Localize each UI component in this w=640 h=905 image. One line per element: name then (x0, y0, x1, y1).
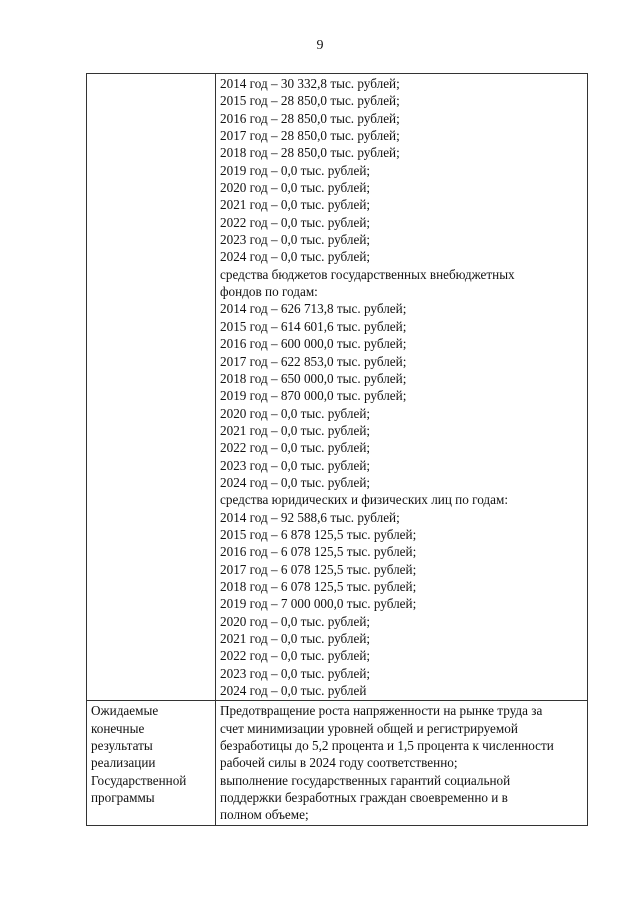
text-line: 2018 год – 6 078 125,5 тыс. рублей; (220, 578, 417, 594)
text-line: 2018 год – 28 850,0 тыс. рублей; (220, 145, 400, 161)
text-line: 2020 год – 0,0 тыс. рублей; (220, 180, 371, 196)
text-line: 2017 год – 28 850,0 тыс. рублей; (220, 128, 400, 144)
text-line: 2015 год – 6 878 125,5 тыс. рублей; (220, 526, 417, 542)
program-passport-table (86, 73, 588, 826)
text-line: 2021 год – 0,0 тыс. рублей; (220, 631, 371, 646)
page-number: 9 (316, 38, 324, 53)
text-line: Предотвращение роста напряженности на рынке труда за (220, 703, 543, 719)
text-line: 2017 год – 622 853,0 тыс. рублей; (220, 353, 407, 369)
text-line: 2015 год – 28 850,0 тыс. рублей; (220, 93, 400, 109)
text-line: поддержки безработных граждан своевременно и в (220, 790, 508, 806)
text-line: выполнение государственных гарантий социальной (220, 772, 511, 788)
text-line: 2014 год – 626 713,8 тыс. рублей; (220, 301, 407, 317)
label-line: конечные (91, 720, 145, 736)
text-line: 2024 год – 0,0 тыс. рублей (220, 683, 367, 699)
text-line: 2014 год – 92 588,6 тыс. рублей; (220, 509, 400, 525)
text-line: 2017 год – 6 078 125,5 тыс. рублей; (220, 561, 417, 577)
text-line: 2024 год – 0,0 тыс. рублей; (220, 474, 371, 490)
text-line: 2021 год – 0,0 тыс. рублей; (220, 197, 371, 213)
text-line: 2019 год – 7 000 000,0 тыс. рублей; (220, 596, 417, 612)
text-line: 2020 год – 0,0 тыс. рублей; (220, 405, 371, 421)
table-row-expected-results (87, 701, 588, 825)
text-line: 2023 год – 0,0 тыс. рублей; (220, 457, 371, 473)
text-line: 2014 год – 30 332,8 тыс. рублей; (220, 76, 400, 91)
text-line: рабочей силы в 2024 году соответственно; (220, 755, 458, 771)
label-line: реализации (91, 755, 156, 771)
text-line: 2015 год – 614 601,6 тыс. рублей; (220, 318, 407, 334)
financing-cell (216, 74, 588, 701)
label-line: Государственной (91, 772, 187, 788)
text-line: 2016 год – 6 078 125,5 тыс. рублей; (220, 544, 417, 560)
text-line: 2016 год – 600 000,0 тыс. рублей; (220, 336, 407, 352)
text-line: безработицы до 5,2 процента и 1,5 процента к численности (220, 738, 554, 754)
text-line: полном объеме; (220, 807, 309, 823)
text-line: 2016 год – 28 850,0 тыс. рублей; (220, 110, 400, 126)
text-line: фондов по годам: (220, 284, 318, 300)
text-line: средства юридических и физических лиц по годам: (220, 492, 508, 508)
expected-results-label (87, 701, 216, 825)
text-line: 2019 год – 870 000,0 тыс. рублей; (220, 388, 407, 404)
text-line: 2020 год – 0,0 тыс. рублей; (220, 613, 371, 629)
text-line: счет минимизации уровней общей и регистрируемой (220, 720, 518, 736)
label-line: Ожидаемые (91, 703, 159, 719)
expected-results-cell (216, 701, 588, 825)
text-line: 2019 год – 0,0 тыс. рублей; (220, 162, 371, 178)
table-row-financing (87, 74, 588, 701)
text-line: средства бюджетов государственных внебюджетных (220, 266, 515, 282)
text-line: 2023 год – 0,0 тыс. рублей; (220, 665, 371, 681)
text-line: 2022 год – 0,0 тыс. рублей; (220, 648, 371, 664)
text-line: 2024 год – 0,0 тыс. рублей; (220, 249, 371, 265)
row-label-cell (87, 74, 216, 701)
label-line: результаты (91, 738, 153, 754)
label-line: программы (91, 790, 155, 806)
text-line: 2023 год – 0,0 тыс. рублей; (220, 232, 371, 248)
text-line: 2022 год – 0,0 тыс. рублей; (220, 440, 371, 456)
text-line: 2022 год – 0,0 тыс. рублей; (220, 214, 371, 230)
text-line: 2018 год – 650 000,0 тыс. рублей; (220, 370, 407, 386)
text-line: 2021 год – 0,0 тыс. рублей; (220, 422, 371, 438)
